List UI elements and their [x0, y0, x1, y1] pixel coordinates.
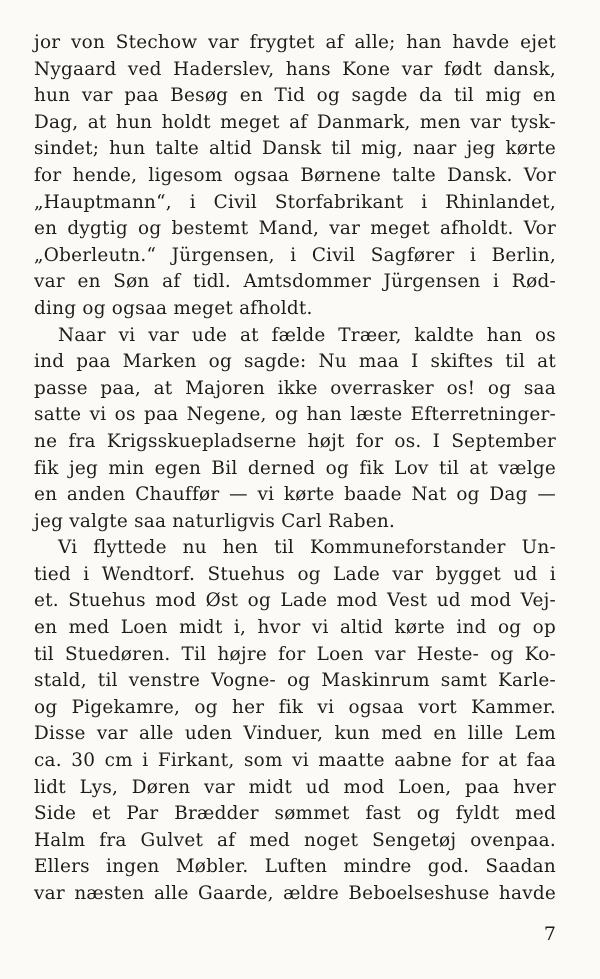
text-line: „Hauptmann“, i Civil Storfabrikant i Rhinlandet,: [34, 191, 556, 213]
text-line: jor von Stechow var frygtet af alle; han havde ejet: [34, 32, 556, 53]
text-line: Side et Par Brædder sømmet fast og fyldt med: [34, 803, 556, 825]
text-line: en dygtig og bestemt Mand, var meget afholdt. Vor: [34, 218, 556, 240]
text-line: satte vi os paa Negene, og han læste Efterretninger-: [34, 404, 556, 426]
text-line: Nygaard ved Haderslev, hans Kone var født dansk,: [34, 58, 556, 80]
text-line: til Stuedøren. Til højre for Loen var Heste- og Ko-: [34, 643, 556, 665]
text-line: ca. 30 cm i Firkant, som vi maatte aabne for at faa: [34, 750, 556, 772]
text-line: Halm fra Gulvet af med noget Sengetøj ovenpaa.: [34, 829, 556, 851]
body-text: [34, 30, 556, 908]
text-line: tied i Wendtorf. Stuehus og Lade var bygget ud i: [34, 563, 556, 585]
text-line: stald, til venstre Vogne- og Maskinrum samt Karle-: [34, 670, 556, 692]
text-line: fik jeg min egen Bil derned og fik Lov til at vælge: [34, 457, 556, 479]
text-line: jeg valgte saa naturligvis Carl Raben.: [34, 510, 396, 532]
text-line: hun var paa Besøg en Tid og sagde da til mig en: [34, 85, 556, 107]
page-number: 7: [543, 923, 556, 945]
text-line: ne fra Krigsskuepladserne højt for os. I September: [34, 430, 556, 452]
text-line: var næsten alle Gaarde, ældre Beboelseshuse havde: [34, 883, 556, 904]
text-line: Ellers ingen Møbler. Luften mindre god. Saadan: [34, 856, 556, 878]
text-line: passe paa, at Majoren ikke overrasker os! og saa: [34, 377, 556, 399]
text-line: ding og ogsaa meget afholdt.: [34, 297, 313, 319]
text-line: Vi flyttede nu hen til Kommuneforstander Un-: [58, 537, 556, 559]
text-line: ind paa Marken og sagde: Nu maa I skiftes til at: [34, 351, 556, 373]
text-line: Disse var alle uden Vinduer, kun med en lille Lem: [34, 723, 556, 745]
text-line: en med Loen midt i, hvor vi altid kørte ind og op: [34, 617, 556, 639]
text-line: var en Søn af tidl. Amtsdommer Jürgensen i Rød-: [34, 271, 556, 293]
text-line: Dag, at hun holdt meget af Danmark, men var tysk-: [34, 111, 556, 133]
text-line: for hende, ligesom ogsaa Børnene talte Dansk. Vor: [34, 164, 556, 186]
text-line: sindet; hun talte altid Dansk til mig, naar jeg kørte: [34, 138, 556, 160]
text-line: og Pigekamre, og her fik vi ogsaa vort Kammer.: [34, 696, 556, 718]
text-line: „Oberleutn.“ Jürgensen, i Civil Sagfører i Berlin,: [34, 244, 556, 266]
text-line: et. Stuehus mod Øst og Lade mod Vest ud mod Vej-: [34, 590, 556, 612]
text-line: lidt Lys, Døren var midt ud mod Loen, paa hver: [34, 776, 556, 798]
text-line: Naar vi var ude at fælde Træer, kaldte han os: [58, 324, 556, 346]
text-line: en anden Chauffør — vi kørte baade Nat og Dag —: [34, 484, 556, 506]
